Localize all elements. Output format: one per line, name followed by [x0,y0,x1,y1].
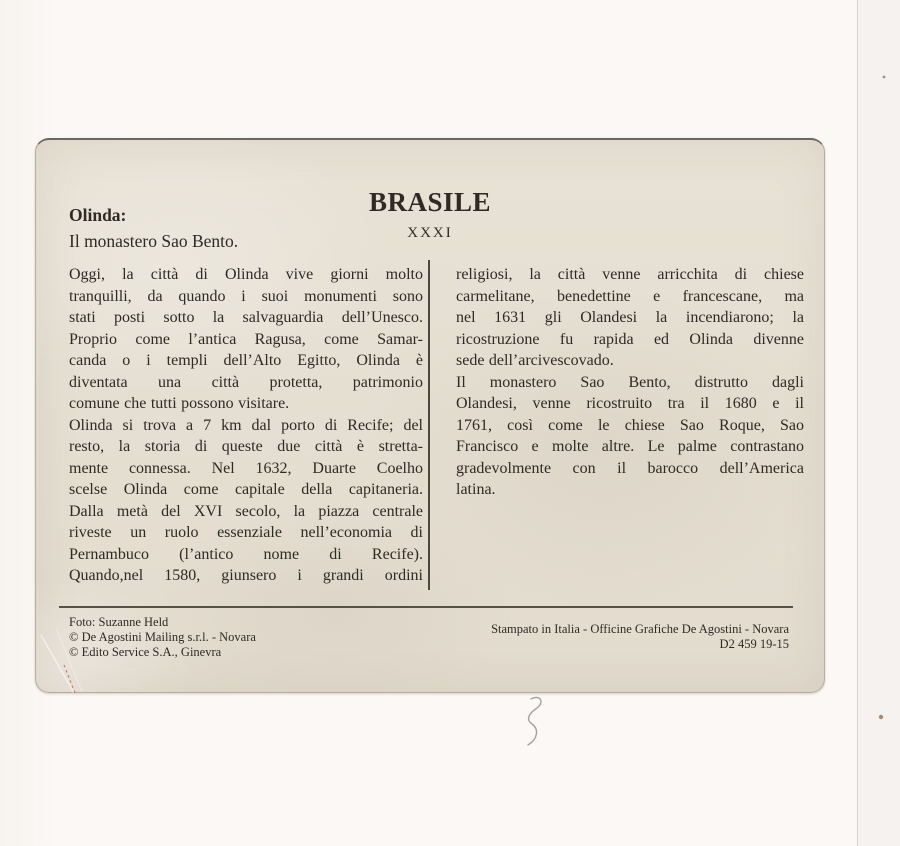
red-crease-mark [64,665,75,693]
text-line: nel 1631 gli Olandesi la incendiarono; la [456,309,804,326]
text-line: Olandesi, venne ricostruito tra il 1680 e il [456,395,804,412]
series-number: XXXI [407,225,453,241]
paragraph [456,264,804,372]
text-line: religiosi, la città venne arricchita di chiese [456,266,804,283]
text-line: scelse Olinda come capitale della capitaneria. [69,481,423,498]
place-title: Olinda: [69,205,127,225]
text-line: mente connessa. Nel 1632, Duarte Coelho [69,459,423,477]
text-line: Pernambuco (l’antico nome di Recife). [69,545,423,563]
paragraph [69,415,423,587]
credit-line: D2 459 19-15 [719,637,789,651]
text-line: 1761, così come le chiese Sao Roque, Sao [456,416,804,434]
text-line: Dalla metà del XVI secolo, la piazza centrale [69,502,423,520]
text-line: latina. [456,481,496,498]
credit-line: Foto: Suzanne Held [69,615,169,629]
text-line: gradevolmente con il barocco dell’America [456,459,804,477]
text-line: Oggi, la città di Olinda vive giorni molto [69,266,423,283]
text-line: comune che tutti possono visitare. [69,395,290,412]
text-line: tranquilli, da quando i suoi monumenti sono [69,287,423,305]
credits-right [491,622,789,652]
text-line: diventata una città protetta, patrimonio [69,373,423,391]
text-line: Olinda si trova a 7 km dal porto di Recife; del [69,416,423,434]
credit-line: © Edito Service S.A., Ginevra [69,645,222,659]
column-divider [428,260,430,590]
paragraph [69,264,423,415]
text-line: carmelitane, benedettine e francescane, ma [456,287,804,305]
credit-line: Stampato in Italia - Officine Grafiche De Agostini - Novara [491,622,789,636]
text-line: riveste un ruolo essenziale nell’economia di [69,524,423,541]
footer-rule [59,606,793,608]
text-line: Francisco e molte altre. Le palme contrastano [456,438,804,455]
pencil-squiggle [528,697,541,745]
text-line: canda o i templi dell’Alto Egitto, Olinda è [69,352,423,369]
text-column-right [456,264,804,501]
text-line: Il monastero Sao Bento, distrutto dagli [456,373,804,391]
text-line: resto, la storia di queste due città è stretta- [69,438,423,455]
text-line: sede dell’arcivescovado. [456,352,614,369]
text-line: Proprio come l’antica Ragusa, come Samar- [69,330,423,348]
paragraph [456,372,804,501]
text-line: Quando,nel 1580, giunsero i grandi ordini [69,567,423,584]
text-line: ricostruzione fu rapida ed Olinda divenne [456,330,804,348]
postcard [35,138,825,693]
place-subtitle: Il monastero Sao Bento. [69,231,239,251]
credit-line: © De Agostini Mailing s.r.l. - Novara [69,630,256,644]
scanner-edge-strip [857,0,900,846]
text-column-left [69,264,423,587]
series-title: BRASILE [368,187,492,217]
text-line: stati posti sotto la salvaguardia dell’Unesco. [69,309,423,326]
credits-left [69,615,256,660]
